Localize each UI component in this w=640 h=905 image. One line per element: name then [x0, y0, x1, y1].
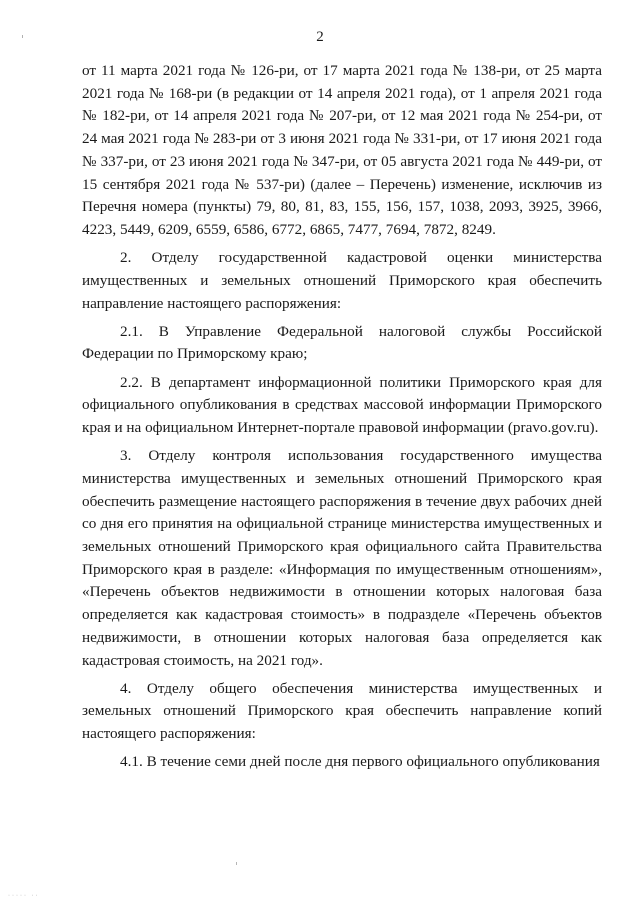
- paragraph-item-4-1: 4.1. В течение семи дней после дня первого официального опубликования: [120, 753, 600, 771]
- paragraph-item-2-2: 2.2. В департамент информационной политики Приморского края для официального опубликования в средствах массовой информации Приморского края и на официальном Интернет-портале правовой информации (pravo.gov.ru).: [82, 373, 602, 437]
- paragraph-item-2-1: 2.1. В Управление Федеральной налоговой службы Российской Федерации по Приморскому краю;: [82, 322, 602, 363]
- paragraph-item-4: 4. Отделу общего обеспечения министерства имущественных и земельных отношений Приморского края обеспечить направление копий настоящего распоряжения:: [82, 679, 602, 743]
- scan-artifact-dots: ····· ··: [8, 893, 40, 899]
- paragraph-item-3: 3. Отделу контроля использования государственного имущества министерства имущественных и земельных отношений Приморского края обеспечить размещение настоящего распоряжения в течение двух рабочих дней со дня его принятия на официальной странице министерства имущественных и земельных отношений Приморского края официального сайта Правительства Приморского края в разделе: «Информация по имущественным отношениям», «Перечень объектов недвижимости в отношении которых налоговая база определяется как кадастровая стоимость» в подразделе «Перечень объектов недвижимости, в отношении которых налоговая база определяется как кадастровая стоимость, на 2021 год».: [82, 447, 602, 669]
- page-number: 2: [316, 29, 324, 45]
- document-body: [82, 60, 602, 774]
- paragraph-list-continuation: от 11 марта 2021 года № 126-ри, от 17 марта 2021 года № 138-ри, от 25 марта 2021 года № 168-ри (в редакции от 14 апреля 2021 года), от 1 апреля 2021 года № 182-ри, от 14 апреля 2021 года № 207-ри, от 12 мая 2021 года № 254-ри, от 24 мая 2021 года № 283-ри от 3 июня 2021 года № 331-ри, от 17 июня 2021 года № 337-ри, от 23 июня 2021 года № 347-ри, от 05 августа 2021 года № 449-ри, от 15 сентября 2021 года № 537-ри) (далее – Перечень) изменение, исключив из Перечня номера (пункты) 79, 80, 81, 83, 155, 156, 157, 1038, 2093, 3925, 3966, 4223, 5449, 6209, 6559, 6586, 6772, 6865, 7477, 7694, 7872, 8249.: [82, 62, 602, 238]
- scan-artifact: [236, 862, 237, 865]
- paragraph-item-2: 2. Отделу государственной кадастровой оценки министерства имущественных и земельных отношений Приморского края обеспечить направление настоящего распоряжения:: [82, 249, 602, 312]
